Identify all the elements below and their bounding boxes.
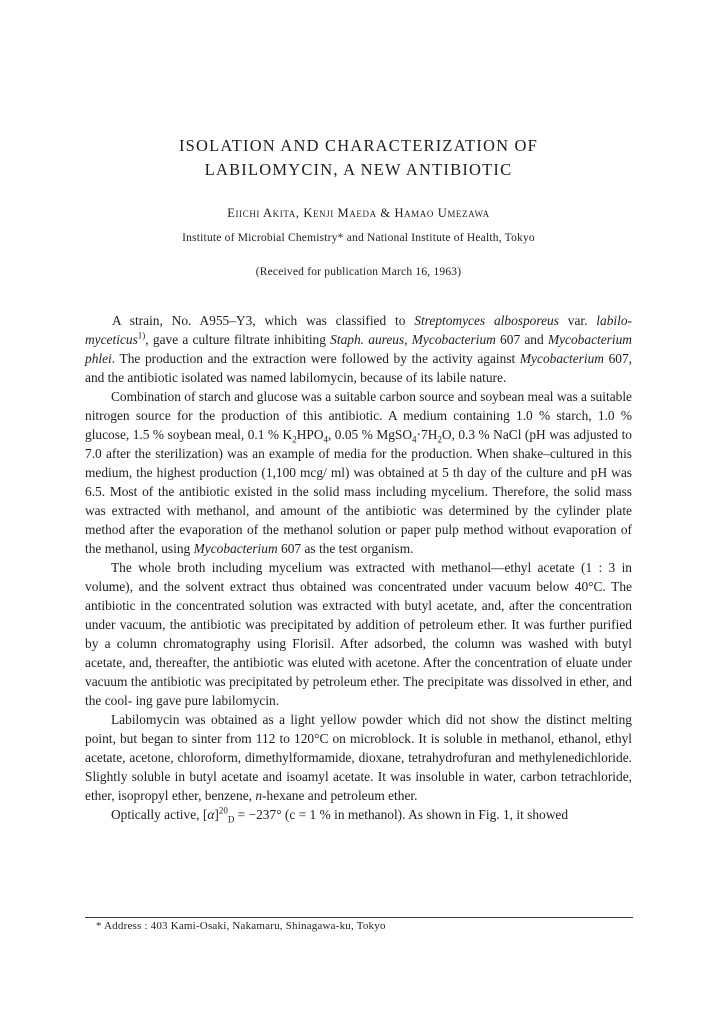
footnote: * Address : 403 Kami-Osaki, Nakamaru, Shinagawa-ku, Tokyo xyxy=(96,920,386,932)
paragraph-1: A strain, No. A955–Y3, which was classified to Streptomyces albosporeus var. labilo- myceticus$^{1)}$, gave a culture filtrate inhibiting Staph. aureus, Mycobacterium 607 and Mycobacterium phlei. The production and the extraction were followed by the activity against Mycobacterium 607, and the antibiotic isolated was named labilomycin, because of its labile nature. xyxy=(85,313,633,385)
author-separator: & xyxy=(376,206,395,220)
paragraph-3: The whole broth including mycelium was extracted with methanol—ethyl acetate (1 : 3 in volume), and the solvent extract thus obtained was concentrated under vacuum below 40°C. The antibiotic in the concentrated solution was extracted with butyl acetate, and, after the concentration under vacuum, the antibiotic was precipitated by addition of petroleum ether. It was further purified by a column chromatography using Florisil. After adsorbed, the column was washed with butyl acetate, and, thereafter, the antibiotic was eluted with acetone. After the concentration of eluate under vacuum the antibiotic was precipitated by petroleum ether. The precipitate was dissolved in ether, and the cool- ing gave pure labilomycin. xyxy=(85,560,632,708)
paper-title-line-1: ISOLATION AND CHARACTERIZATION OF xyxy=(178,136,539,155)
author-name: Kenji Maeda xyxy=(303,206,377,220)
paper-title-line-2: LABILOMYCIN, A NEW ANTIBIOTIC xyxy=(204,160,513,179)
author-name: Hamao Umezawa xyxy=(394,206,490,220)
footnote-rule xyxy=(85,917,633,918)
paragraph-5: Optically active, $[\alpha]^{20}_D = -237^\circ$ (c = 1 % in methanol). As shown in Fig. 1, it showed xyxy=(111,805,569,825)
paragraph-4: Labilomycin was obtained as a light yellow powder which did not show the distinct melting point, but began to sinter from 112 to 120°C on microblock. It is soluble in methanol, ethanol, ethyl acetate, acetone, chloroform, dimethylformamide, dioxane, tetrahydrofuran and methylenedichloride. Slightly soluble in butyl acetate and isoamyl acetate. It was insoluble in water, carbon tetrachloride, ether, isopropyl ether, benzene, n-hexane and petroleum ether. xyxy=(85,712,632,803)
author-list xyxy=(0,206,717,221)
received-date: (Received for publication March 16, 1963) xyxy=(255,266,462,278)
paragraph-2: Combination of starch and glucose was a suitable carbon source and soybean meal was a suitable nitrogen source for the production of this antibiotic. A medium containing 1.0 % starch, 1.0 % glucose, 1.5 % soybean meal, 0.1 % $K_2HPO_4$, 0.05 % $MgSO_4\cdot 7H_2O$, 0.3 % NaCl (pH was adjusted to 7.0 after the sterilization) was an example of media for the production. When shake–cultured in this medium, the highest production (1,100 mcg/ ml) was obtained at 5 th day of the culture and pH was 6.5. Most of the antibiotic existed in the solid mass including mycelium. Therefore, the solid mass was extracted with methanol, and amount of the antibiotic was determined by the cylinder plate method after the evaporation of the methanol solution or paper pulp method without evaporation of the methanol, using Mycobacterium 607 as the test organism. xyxy=(85,389,632,556)
author-separator: , xyxy=(295,206,304,220)
affiliation: Institute of Microbial Chemistry* and National Institute of Health, Tokyo xyxy=(182,232,535,244)
article-body xyxy=(85,311,632,824)
author-name: Eiichi Akita xyxy=(227,206,296,220)
